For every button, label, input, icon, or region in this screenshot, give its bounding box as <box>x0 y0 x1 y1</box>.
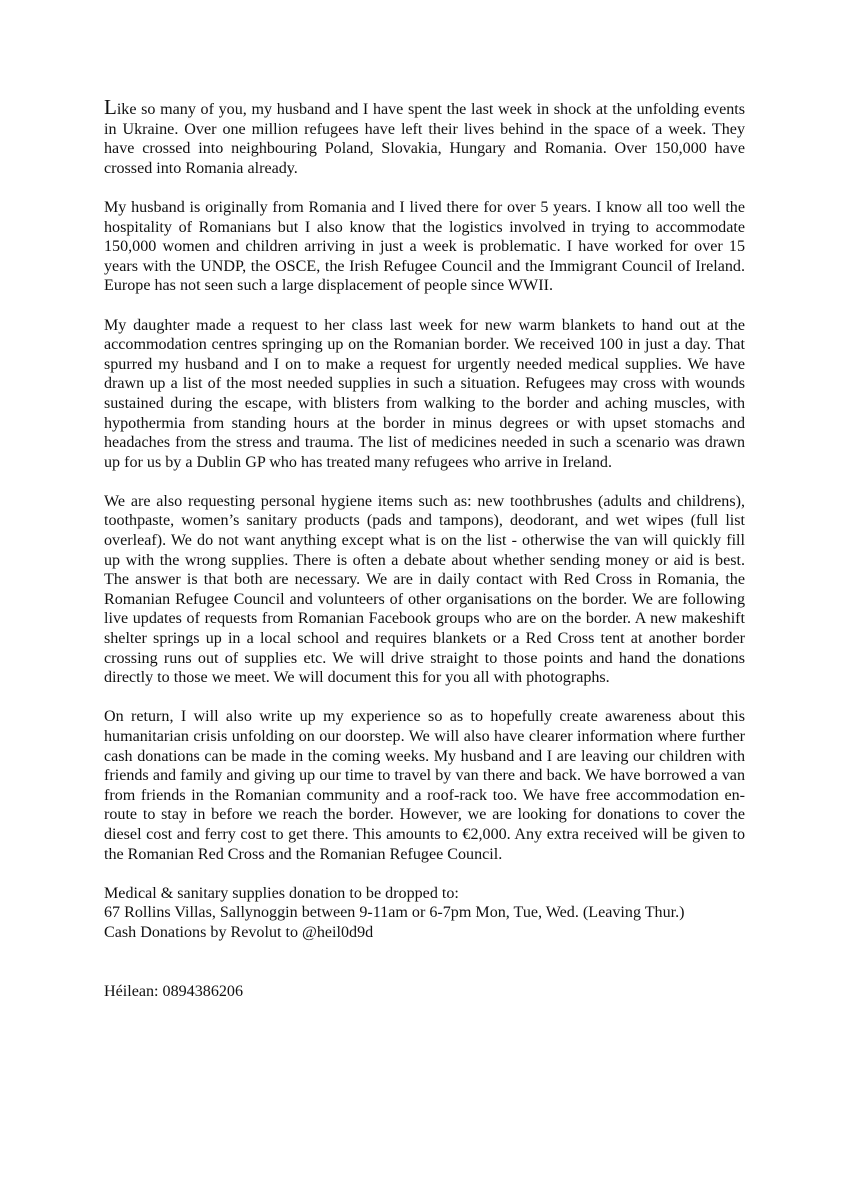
dropoff-details <box>104 884 745 943</box>
letter-body <box>104 95 745 1001</box>
contact-phone: Héilean: 0894386206 <box>104 982 244 1000</box>
spacer <box>104 943 745 982</box>
drop-cap-letter: L <box>104 95 117 119</box>
paragraph-background: My husband is originally from Romania and I lived there for over 5 years. I know all too well the hospitality of Romanians but I also know that the logistics involved in trying to accommodate 150,000 women and children arriving in just a week is problematic. I have worked for over 15 years with the UNDP, the OSCE, the Irish Refugee Council and the Immigrant Council of Ireland. Europe has not seen such a large displacement of people since WWII. <box>104 198 745 295</box>
paragraph-hygiene-request: We are also requesting personal hygiene items such as: new toothbrushes (adults and childrens), toothpaste, women’s sanitary products (pads and tampons), deodorant, and wet wipes (full list overleaf). We do not want anything except what is on the list - otherwise the van will quickly fill up with the wrong supplies. There is often a debate about whether sending money or aid is best. The answer is that both are necessary. We are in daily contact with Red Cross in Romania, the Romanian Refugee Council and volunteers of other organisations on the border. We are following live updates of requests from Romanian Facebook groups who are on the border. A new makeshift shelter springs up in a local school and requires blankets or a Red Cross tent at another border crossing runs out of supplies etc. We will drive straight to those points and hand the donations directly to those we meet. We will document this for you all with photographs. <box>104 492 745 687</box>
dropoff-heading: Medical & sanitary supplies donation to be dropped to: <box>104 884 459 902</box>
paragraph-intro-text: ike so many of you, my husband and I have spent the last week in shock at the unfolding events in Ukraine. Over one million refugees have left their lives behind in the space of a week. They have crossed into neighbouring Poland, Slovakia, Hungary and Romania. Over 150,000 have crossed into Romania already. <box>104 101 745 177</box>
paragraph-medical-request: My daughter made a request to her class last week for new warm blankets to hand out at the accommodation centres springing up on the Romanian border. We received 100 in just a day. That spurred my husband and I on to make a request for urgently needed medical supplies. We have drawn up a list of the most needed supplies in such a situation. Refugees may cross with wounds sustained during the escape, with blisters from walking to the border and aching muscles, with hypothermia from standing hours at the border in minus degrees or with upset stomachs and headaches from the stress and trauma. The list of medicines needed in such a scenario was drawn up for us by a Dublin GP who has treated many refugees who arrive in Ireland. <box>104 316 745 471</box>
contact-line <box>104 982 745 1002</box>
dropoff-address: 67 Rollins Villas, Sallynoggin between 9-11am or 6-7pm Mon, Tue, Wed. (Leaving Thur.) <box>104 904 685 922</box>
paragraph-return-plans: On return, I will also write up my experience so as to hopefully create awareness about this humanitarian crisis unfolding on our doorstep. We will also have clearer information where further cash donations can be made in the coming weeks. My husband and I are leaving our children with friends and family and giving up our time to travel by van there and back. We have borrowed a van from friends in the Romanian community and a roof-rack too. We have free accommodation en-route to stay in before we reach the border. However, we are looking for donations to cover the diesel cost and ferry cost to get there. This amounts to €2,000. Any extra received will be given to the Romanian Red Cross and the Romanian Refugee Council. <box>104 708 745 863</box>
cash-donation-line: Cash Donations by Revolut to @heil0d9d <box>104 923 374 941</box>
paragraph-intro <box>104 95 745 178</box>
